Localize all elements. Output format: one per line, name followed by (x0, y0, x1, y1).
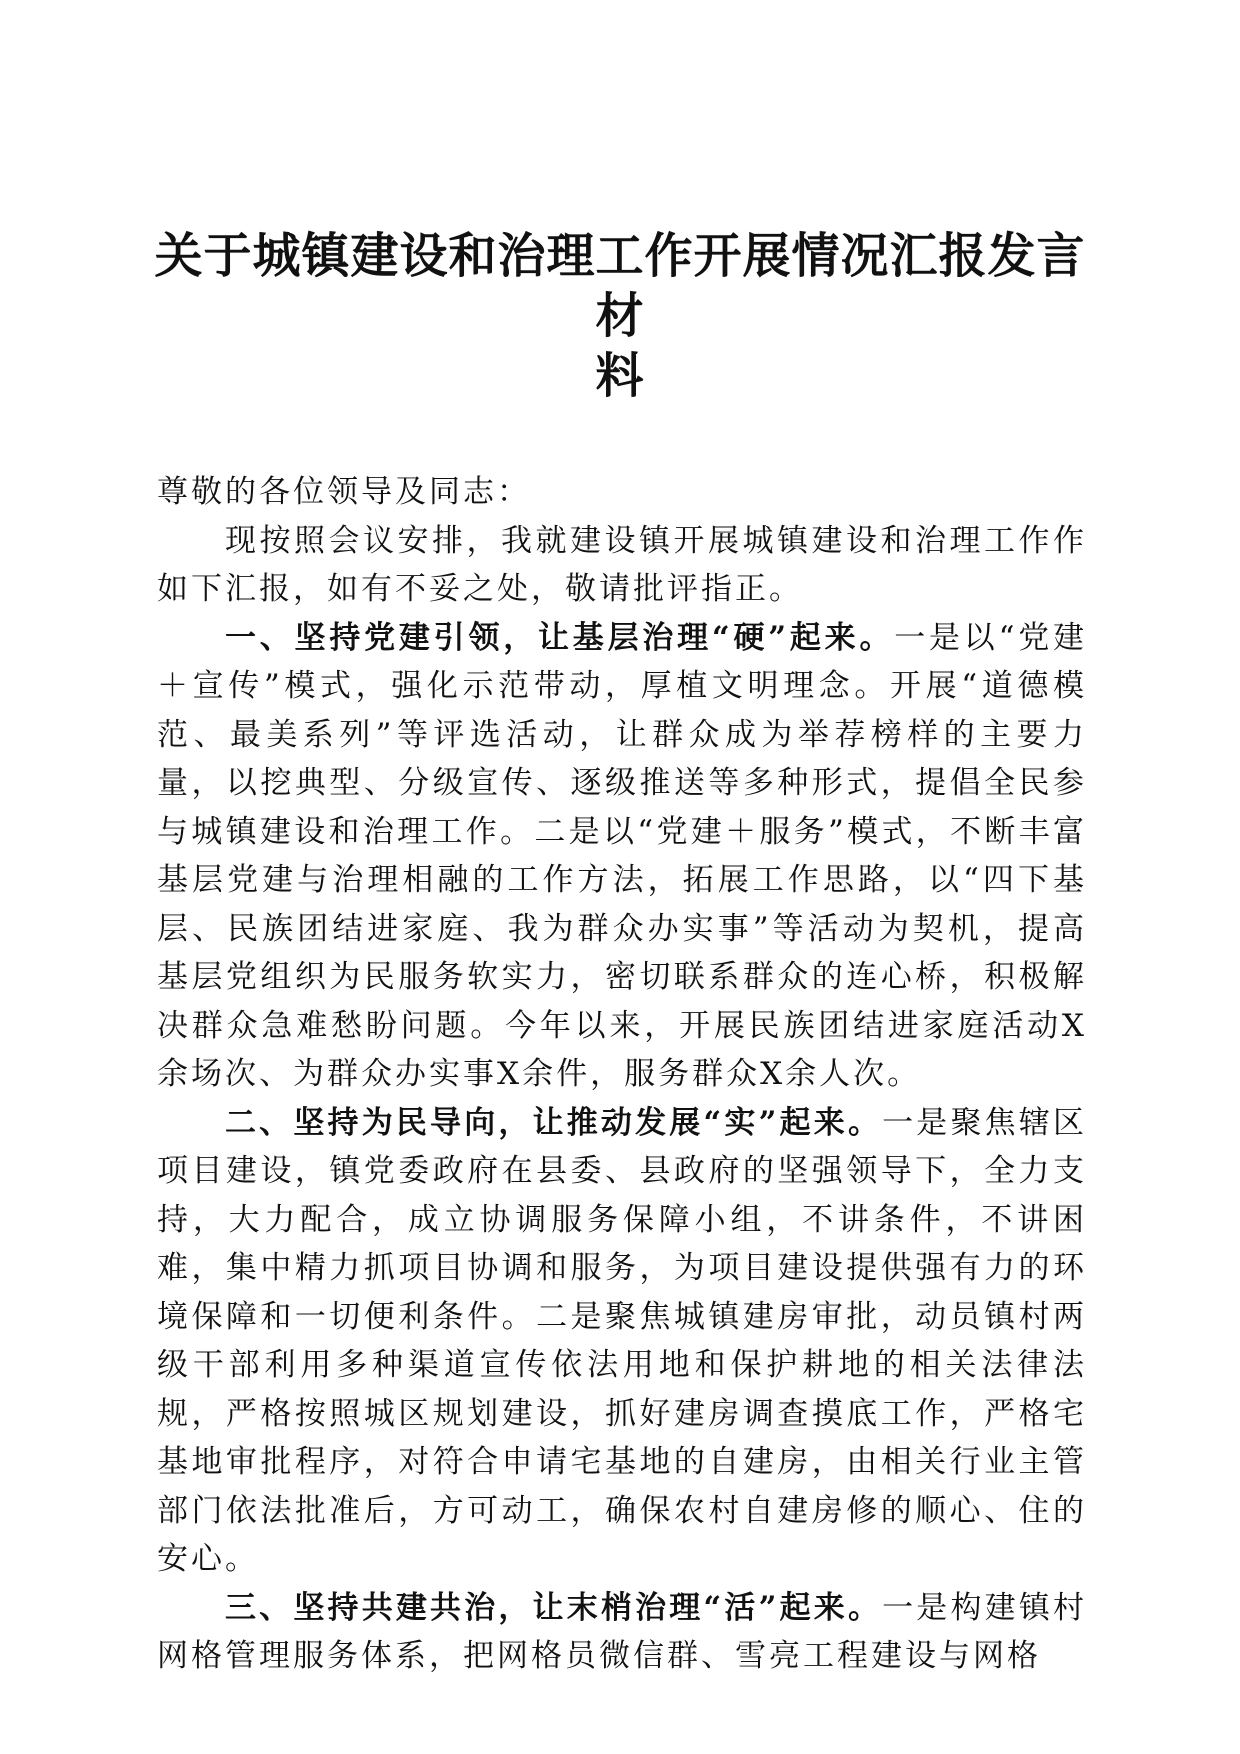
document-title-line-1: 关于城镇建设和治理工作开展情况汇报发言材 (154, 228, 1086, 344)
section-3-heading: 三、坚持共建共治，让末梢治理“活”起来。 (225, 1589, 883, 1626)
intro-paragraph: 现按照会议安排，我就建设镇开展城镇建设和治理工作作如下汇报，如有不妥之处，敬请批评指正。 (157, 522, 1087, 607)
section-3-paragraph (157, 1584, 1087, 1681)
document-body (157, 468, 1087, 1681)
section-1-text: 一是以“党建＋宣传”模式，强化示范带动，厚植文明理念。开展“道德模范、最美系列”等评选活动，让群众成为举荐榜样的主要力量，以挖典型、分级宣传、逐级推送等多种形式，提倡全民参与城镇建设和治理工作。二是以“党建＋服务”模式，不断丰富基层党建与治理相融的工作方法，拓展工作思路，以“四下基层、民族团结进家庭、我为群众办实事”等活动为契机，提高基层党组织为民服务软实力，密切联系群众的连心桥，积极解决群众急难愁盼问题。今年以来，开展民族团结进家庭活动X余场次、为群众办实事X余件，服务群众X余人次。 (157, 619, 1087, 1092)
document-title-line-2: 料 (595, 348, 645, 404)
section-2-text: 一是聚焦辖区项目建设，镇党委政府在县委、县政府的坚强领导下，全力支持，大力配合，成立协调服务保障小组，不讲条件，不讲困难，集中精力抓项目协调和服务，为项目建设提供强有力的环境保障和一切便利条件。二是聚焦城镇建房审批，动员镇村两级干部利用多种渠道宣传依法用地和保护耕地的相关法律法规，严格按照城区规划建设，抓好建房调查摸底工作，严格宅基地审批程序，对符合申请宅基地的自建房，由相关行业主管部门依法批准后，方可动工，确保农村自建房修的顺心、住的安心。 (157, 1104, 1087, 1577)
salutation: 尊敬的各位领导及同志： (157, 474, 531, 510)
section-1-heading: 一、坚持党建引领，让基层治理“硬”起来。 (225, 619, 895, 656)
section-1-paragraph (157, 614, 1087, 1099)
section-2-paragraph (157, 1099, 1087, 1584)
section-2-heading: 二、坚持为民导向，让推动发展“实”起来。 (225, 1104, 883, 1141)
section-3-text: 一是构建镇村网格管理服务体系，把网格员微信群、雪亮工程建设与网格 (157, 1589, 1087, 1674)
